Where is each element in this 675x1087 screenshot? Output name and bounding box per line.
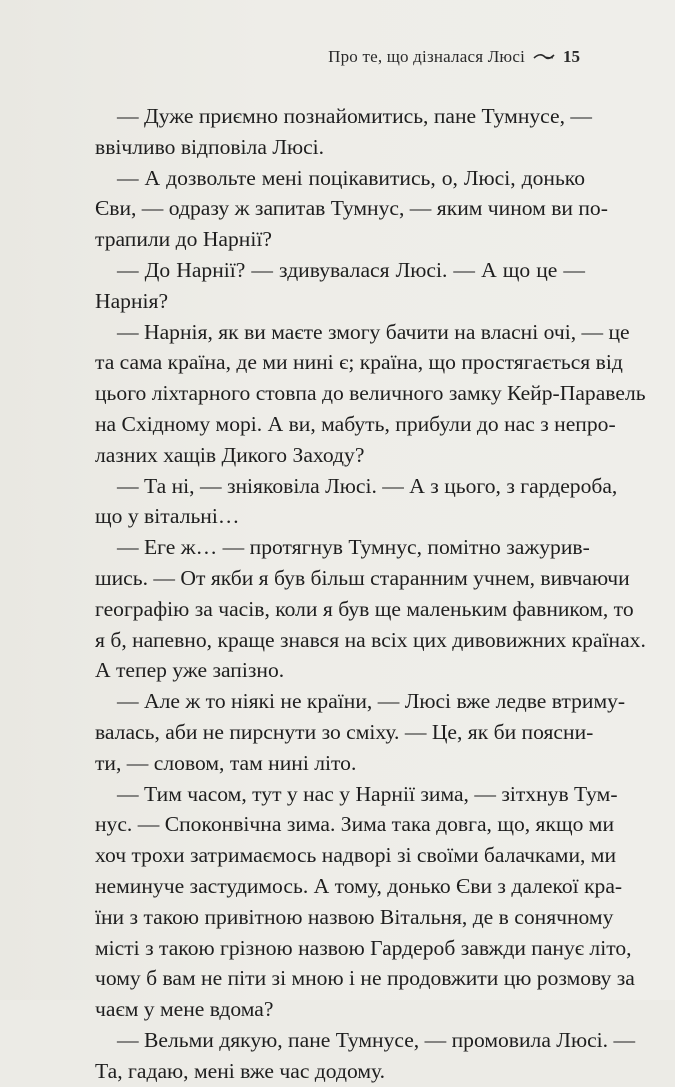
text-line: нус. — Споконвічна зима. Зима така довга, що, якщо ми — [95, 812, 615, 837]
text-line: — А дозвольте мені поцікавитись, о, Люсі, донько — [117, 165, 585, 190]
text-line: неминуче застудимось. А тому, донько Єви з далекої кра- — [95, 873, 623, 898]
text-line: А тепер уже запізно. — [95, 658, 285, 683]
text-line: чаєм у мене вдома? — [95, 997, 274, 1022]
text-line: валась, аби не пирснути зо сміху. — Це, як би поясни- — [95, 719, 594, 744]
text-line: — Але ж то ніякі не країни, — Люсі вже ледве втриму- — [117, 689, 626, 714]
text-line: — До Нарнії? — здивувалася Люсі. — А що це — — [117, 257, 585, 282]
text-line: місті з такою грізною назвою Гардероб завжди панує літо, — [95, 935, 632, 960]
body-text — [95, 101, 646, 1087]
swash-ornament-icon — [533, 52, 555, 62]
text-line: ввічливо відповіла Люсі. — [95, 134, 325, 159]
text-line: шись. — От якби я був більш старанним учнем, вивчаючи — [95, 565, 630, 590]
text-line: географію за часів, коли я був ще маленьким фавником, то — [95, 596, 634, 621]
chapter-title: Про те, що дізналася Люсі — [328, 47, 525, 66]
text-line: я б, напевно, краще знався на всіх цих дивовижних країнах. — [95, 627, 646, 652]
text-line: — Вельми дякую, пане Тумнусе, — промовила Люсі. — — [117, 1027, 636, 1052]
text-line: — Нарнія, як ви маєте змогу бачити на власні очі, — це — [117, 319, 630, 344]
text-line: на Східному морі. А ви, мабуть, прибули до нас з непро- — [95, 411, 616, 436]
text-line: — Еге ж… — протягнув Тумнус, помітно зажурив- — [117, 535, 590, 560]
text-line: та сама країна, де ми нині є; країна, що простягається від — [95, 350, 623, 375]
text-line: — Дуже приємно познайомитись, пане Тумнусе, — — [117, 104, 592, 128]
text-line: — Тим часом, тут у нас у Нарнії зима, — зітхнув Тум- — [117, 781, 618, 806]
text-line: Нарнія? — [95, 288, 169, 313]
page-number: 15 — [563, 47, 580, 66]
text-line: що у вітальні… — [95, 504, 240, 529]
text-line: Та, гадаю, мені вже час додому. — [95, 1058, 386, 1083]
running-header — [328, 47, 580, 67]
text-line: ти, — словом, там нині літо. — [95, 750, 357, 775]
text-line: лазних хащів Дикого Заходу? — [95, 442, 365, 467]
text-line: їни з такою привітною назвою Вітальня, де в сонячному — [95, 904, 614, 929]
text-line: хоч трохи затримаємось надворі зі своїми балачками, ми — [95, 843, 617, 868]
text-line: цього ліхтарного стовпа до величного замку Кейр-Паравель — [95, 381, 646, 406]
text-line: Єви, — одразу ж запитав Тумнус, — яким чином ви по- — [95, 196, 608, 221]
text-line: трапили до Нарнії? — [95, 227, 272, 252]
text-line: чому б вам не піти зі мною і не продовжити цю розмову за — [95, 966, 635, 991]
text-line: — Та ні, — зніяковіла Люсі. — А з цього, з гардероба, — [117, 473, 618, 498]
